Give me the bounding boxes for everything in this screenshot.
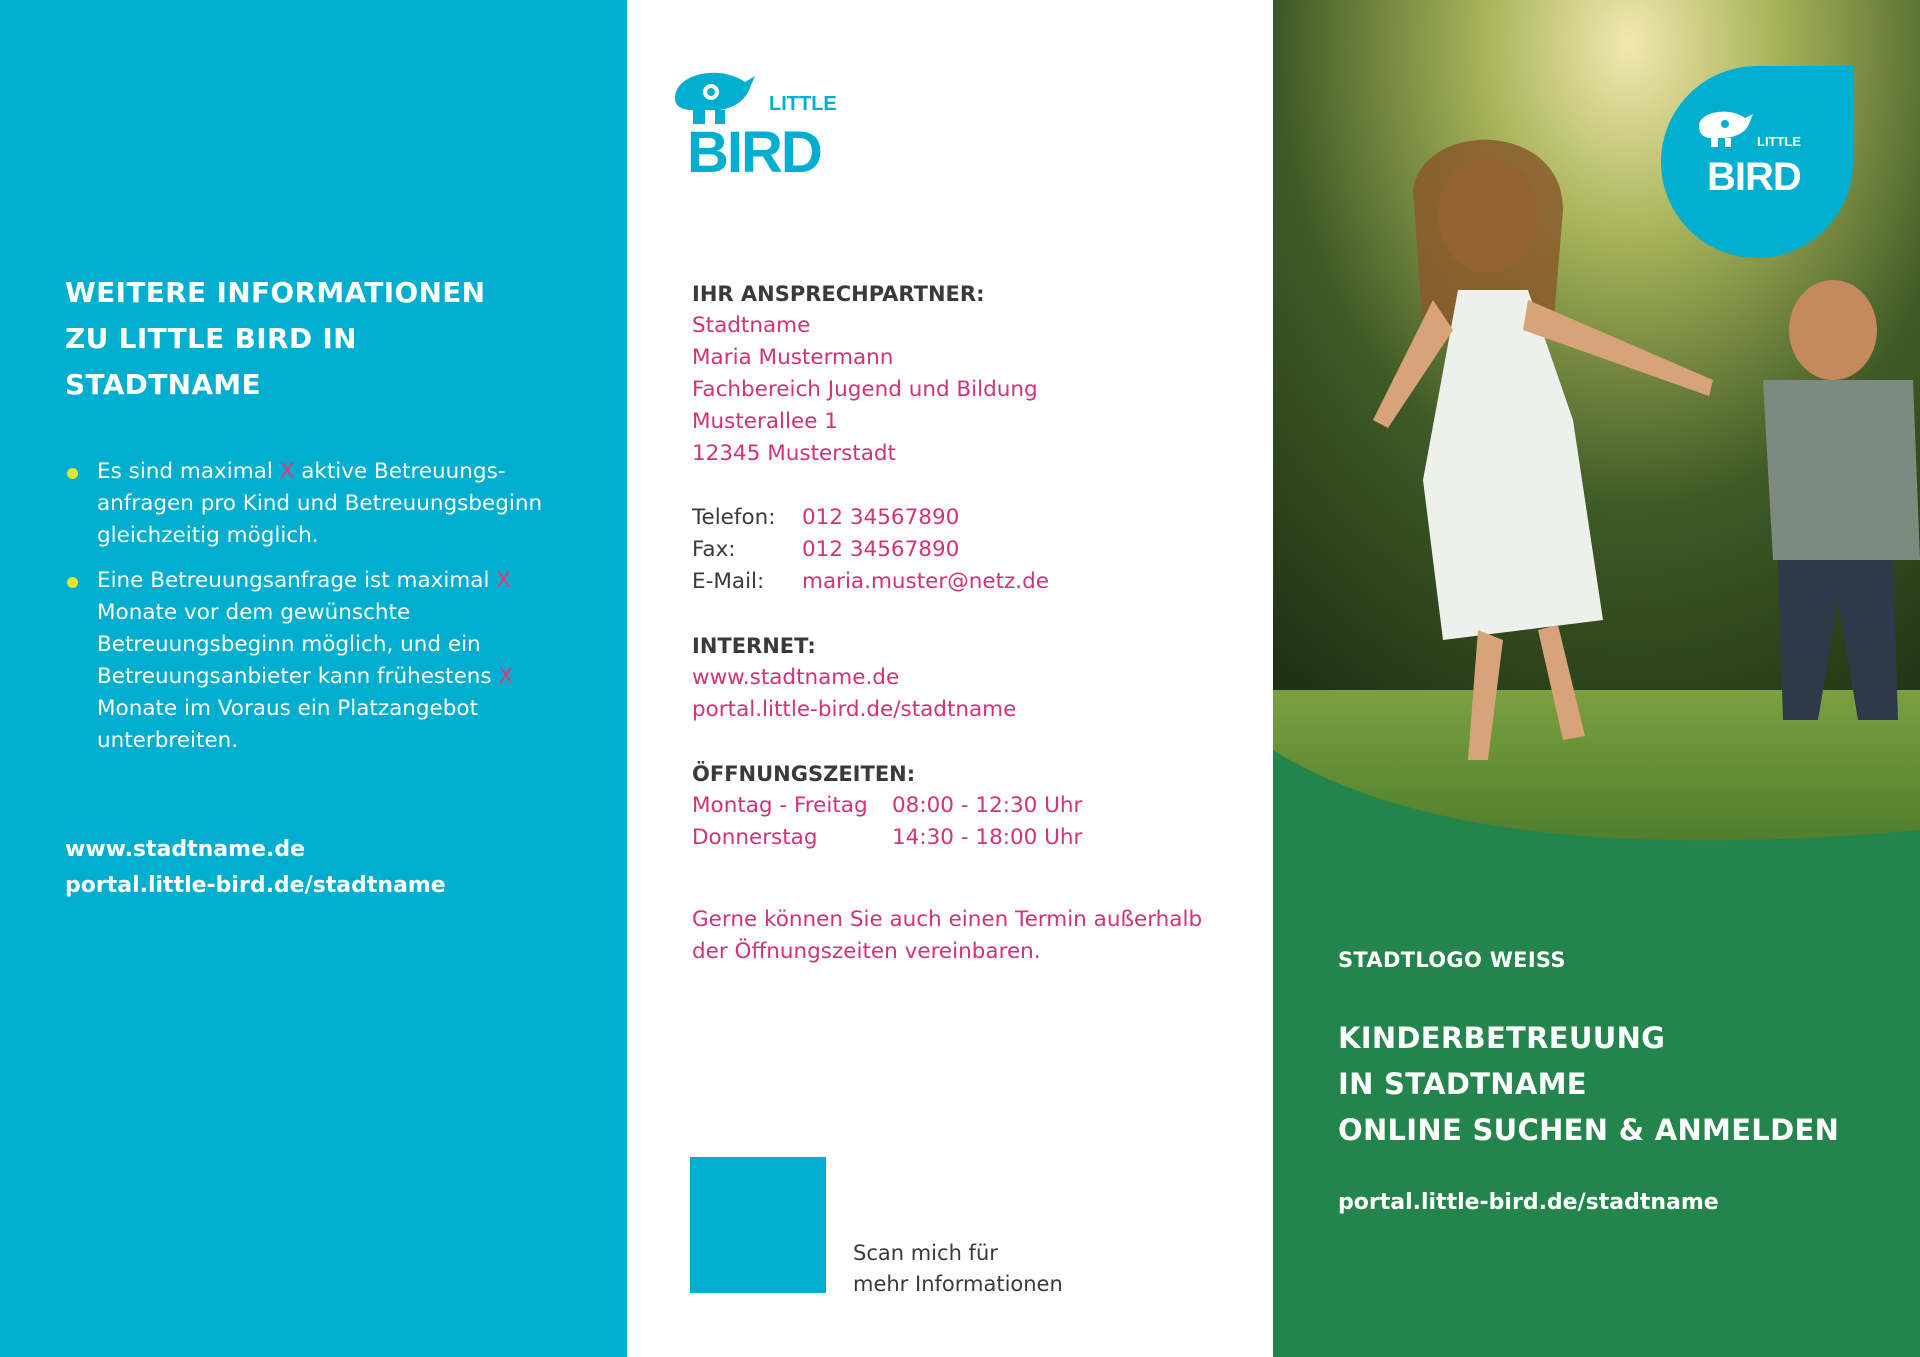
email-label: E-Mail: <box>692 569 765 594</box>
city-logo-placeholder: STADTLOGO WEISS <box>1338 948 1566 972</box>
scan-line: mehr Informationen <box>853 1272 1063 1296</box>
logo-word-little: LITTLE <box>769 93 837 115</box>
contact-line: Maria Mustermann <box>692 345 894 370</box>
appointment-note <box>692 904 1252 968</box>
hours-label: ÖFFNUNGSZEITEN: <box>692 762 916 786</box>
note-line: der Öffnungszeiten vereinbaren. <box>692 939 1041 964</box>
bullet-text: Monate im Voraus ein Platzangebot unterbreiten. <box>97 696 479 753</box>
qr-code-placeholder[interactable] <box>690 1157 826 1293</box>
info-panel <box>0 0 627 1357</box>
hours-day: Montag - Freitag <box>692 793 868 818</box>
phone-value[interactable]: 012 34567890 <box>802 505 960 530</box>
fax-row <box>692 534 1252 566</box>
badge-word-bird: BIRD <box>1707 155 1801 199</box>
cover-title-line: KINDERBETREUUNG <box>1338 1021 1666 1055</box>
hours-row <box>692 790 1252 822</box>
hours-row <box>692 822 1252 854</box>
hours-day: Donnerstag <box>692 825 818 850</box>
placeholder-x: X <box>498 664 514 689</box>
fax-value: 012 34567890 <box>802 537 960 562</box>
bullet-text: Eine Betreuungsanfrage ist maximal <box>97 568 497 593</box>
hours-block <box>692 758 1252 854</box>
little-bird-logo <box>667 60 837 178</box>
portal-link[interactable]: portal.little-bird.de/stadtname <box>65 873 446 898</box>
internet-block <box>692 630 1252 726</box>
note-line: Gerne können Sie auch einen Termin außerhalb <box>692 907 1203 932</box>
contact-label: IHR ANSPRECHPARTNER: <box>692 282 985 306</box>
scan-line: Scan mich für <box>853 1241 998 1265</box>
portal-link[interactable]: portal.little-bird.de/stadtname <box>1338 1190 1719 1215</box>
info-heading <box>65 270 585 408</box>
logo-word-bird: BIRD <box>687 120 821 178</box>
internet-label: INTERNET: <box>692 634 816 658</box>
contact-details <box>692 278 1252 1000</box>
info-heading-line: WEITERE INFORMATIONEN <box>65 276 486 309</box>
cover-title-line: ONLINE SUCHEN & ANMELDEN <box>1338 1113 1840 1147</box>
info-links <box>65 832 446 904</box>
bullet-dot-icon <box>67 468 78 479</box>
info-bullet <box>65 456 565 552</box>
contact-panel <box>627 0 1273 1357</box>
bullet-text: Es sind maximal <box>97 459 280 484</box>
info-heading-line: ZU LITTLE BIRD IN <box>65 322 357 355</box>
bullet-dot-icon <box>67 577 78 588</box>
info-heading-line: STADTNAME <box>65 368 261 401</box>
internet-link[interactable]: www.stadtname.de <box>692 665 900 690</box>
cover-title-line: IN STADTNAME <box>1338 1067 1587 1101</box>
cover-panel <box>1273 0 1920 1357</box>
contact-line: Fachbereich Jugend und Bildung <box>692 377 1038 402</box>
contact-block <box>692 278 1252 470</box>
placeholder-x: X <box>496 568 511 593</box>
cover-title <box>1338 1015 1839 1153</box>
hours-time: 08:00 - 12:30 Uhr <box>892 793 1083 818</box>
bullet-text: Monate vor dem gewünschte Betreuungsbeginn möglich, und ein Betreuungsanbieter kann frühestens <box>97 600 499 689</box>
email-value[interactable]: maria.muster@netz.de <box>802 569 1049 594</box>
placeholder-x: X <box>279 459 295 484</box>
scan-caption <box>853 1238 1063 1300</box>
phone-block <box>692 502 1252 598</box>
fax-label: Fax: <box>692 537 736 562</box>
contact-line: Musterallee 1 <box>692 409 838 434</box>
green-wave <box>1273 740 1920 880</box>
hours-time: 14:30 - 18:00 Uhr <box>892 825 1083 850</box>
internet-link[interactable]: portal.little-bird.de/stadtname <box>692 697 1017 722</box>
email-row <box>692 566 1252 598</box>
contact-line: Stadtname <box>692 313 811 338</box>
little-bird-badge-logo <box>1659 64 1855 260</box>
phone-label: Telefon: <box>692 505 776 530</box>
badge-word-little: LITTLE <box>1757 134 1802 149</box>
website-link[interactable]: www.stadtname.de <box>65 837 306 862</box>
info-bullet <box>65 565 565 757</box>
phone-row <box>692 502 1252 534</box>
info-bullet-list <box>65 456 565 770</box>
contact-line: 12345 Musterstadt <box>692 441 896 466</box>
bullet-text: aktive Betreuungs-anfragen pro Kind und Betreuungsbeginn gleichzeitig möglich. <box>97 459 543 548</box>
